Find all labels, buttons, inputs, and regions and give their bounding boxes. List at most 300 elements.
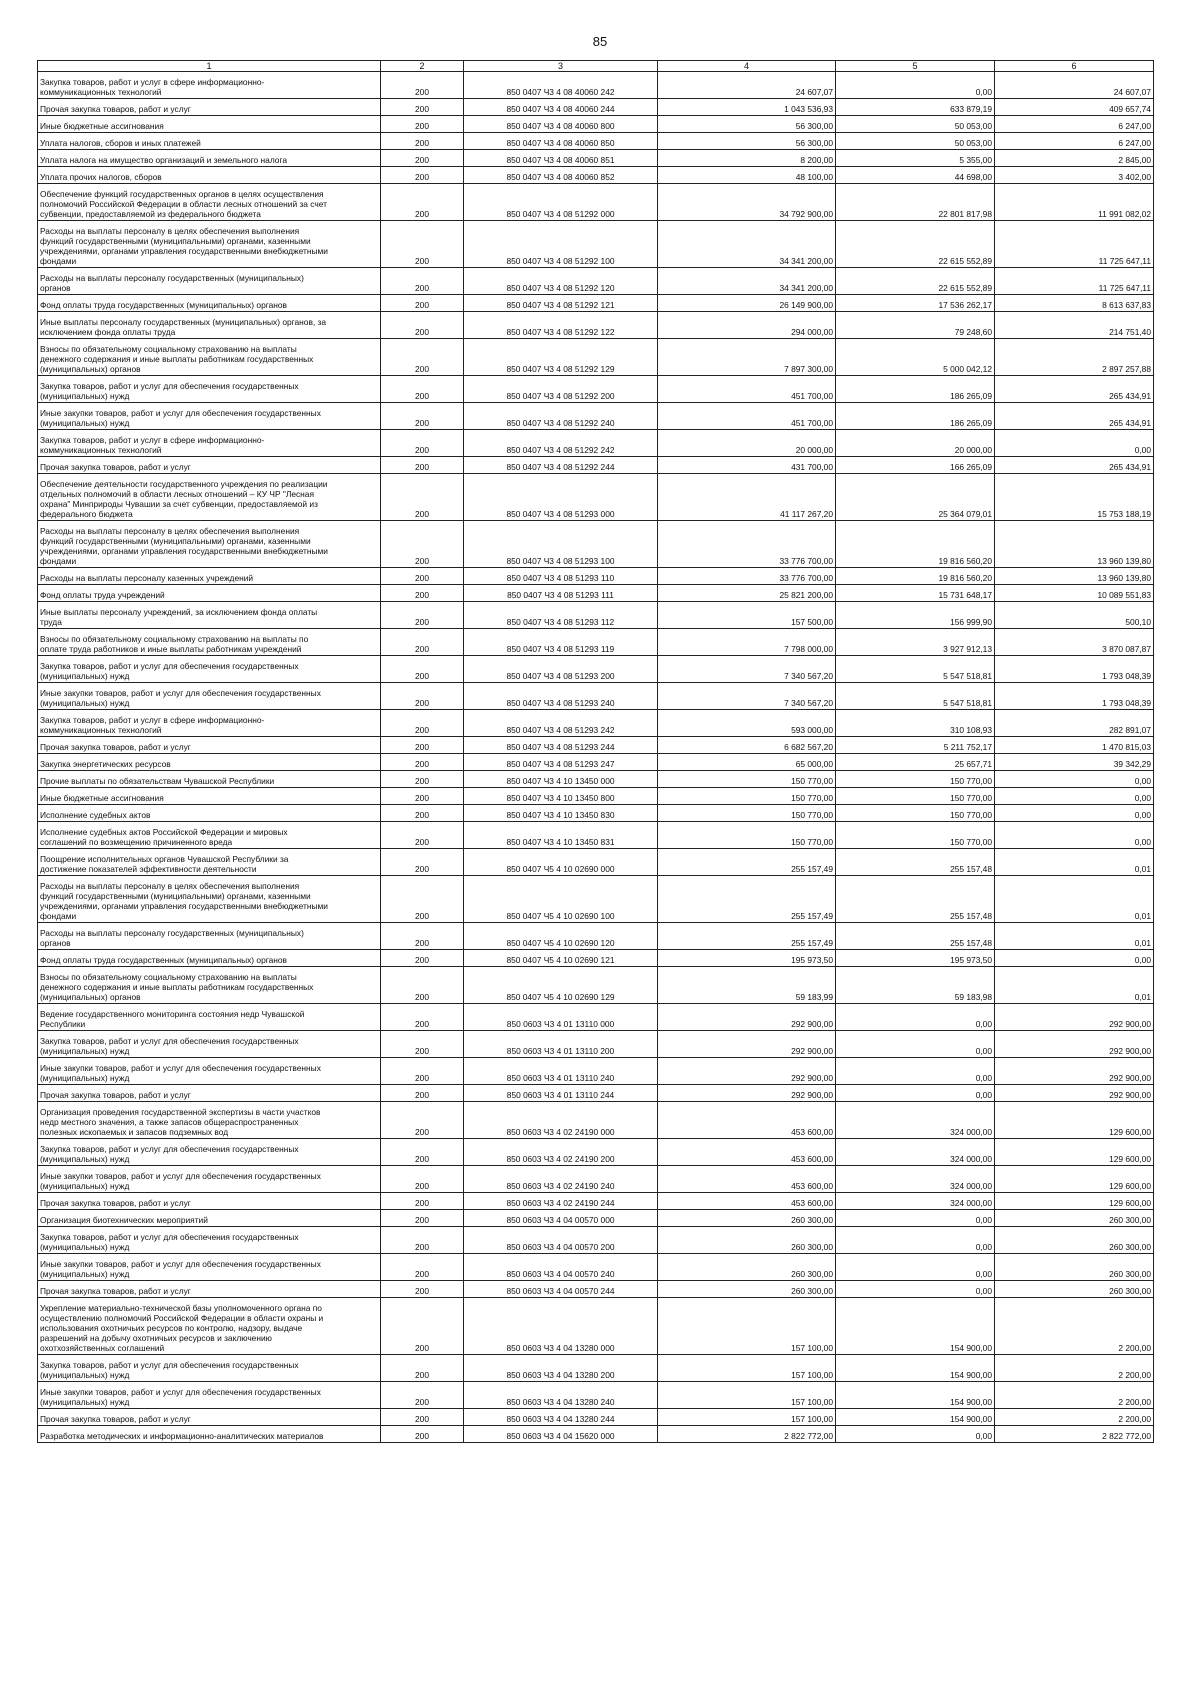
budget-classification-code-cell: 850 0407 Ч3 4 08 40060 852 [464,167,658,184]
unexecuted-amount-cell: 10 089 551,83 [995,585,1154,602]
budget-classification-code-cell: 850 0407 Ч3 4 08 51292 000 [464,184,658,221]
budget-classification-code-cell: 850 0407 Ч3 4 08 51292 122 [464,312,658,339]
unexecuted-amount-cell: 260 300,00 [995,1281,1154,1298]
unexecuted-amount-cell: 11 725 647,11 [995,221,1154,268]
budget-classification-code-cell: 850 0407 Ч5 4 10 02690 129 [464,967,658,1004]
executed-amount-cell: 5 211 752,17 [836,737,995,754]
approved-amount-cell: 593 000,00 [658,710,836,737]
approved-amount-cell: 453 600,00 [658,1166,836,1193]
table-row [38,221,1154,268]
budget-classification-code-cell: 850 0407 Ч3 4 08 51292 100 [464,221,658,268]
table-row [38,150,1154,167]
executed-amount-cell: 17 536 262,17 [836,295,995,312]
line-code-cell: 200 [381,876,464,923]
budget-classification-code-cell: 850 0407 Ч3 4 08 40060 800 [464,116,658,133]
expense-name-cell: Взносы по обязательному социальному страхованию на выплаты денежного содержания и иные выплаты работникам государственных (муниципальных) органов [38,339,381,376]
unexecuted-amount-cell: 2 822 772,00 [995,1426,1154,1443]
unexecuted-amount-cell: 0,00 [995,805,1154,822]
executed-amount-cell: 0,00 [836,1281,995,1298]
unexecuted-amount-cell: 15 753 188,19 [995,474,1154,521]
table-row [38,967,1154,1004]
unexecuted-amount-cell: 282 891,07 [995,710,1154,737]
executed-amount-cell: 25 364 079,01 [836,474,995,521]
executed-amount-cell: 195 973,50 [836,950,995,967]
unexecuted-amount-cell: 292 900,00 [995,1058,1154,1085]
line-code-cell: 200 [381,403,464,430]
table-row [38,737,1154,754]
line-code-cell: 200 [381,474,464,521]
expense-name-cell: Иные бюджетные ассигнования [38,116,381,133]
executed-amount-cell: 59 183,98 [836,967,995,1004]
line-code-cell: 200 [381,710,464,737]
unexecuted-amount-cell: 2 897 257,88 [995,339,1154,376]
approved-amount-cell: 157 100,00 [658,1355,836,1382]
budget-classification-code-cell: 850 0407 Ч3 4 08 51292 121 [464,295,658,312]
page-number: 85 [592,34,608,49]
approved-amount-cell: 34 792 900,00 [658,184,836,221]
executed-amount-cell: 324 000,00 [836,1102,995,1139]
executed-amount-cell: 44 698,00 [836,167,995,184]
expense-name-cell: Прочая закупка товаров, работ и услуг [38,1409,381,1426]
budget-classification-code-cell: 850 0407 Ч3 4 08 51293 200 [464,656,658,683]
expense-name-cell: Иные закупки товаров, работ и услуг для обеспечения государственных (муниципальных) нужд [38,403,381,430]
line-code-cell: 200 [381,312,464,339]
table-row [38,771,1154,788]
approved-amount-cell: 255 157,49 [658,876,836,923]
executed-amount-cell: 19 816 560,20 [836,521,995,568]
unexecuted-amount-cell: 11 991 082,02 [995,184,1154,221]
table-row [38,268,1154,295]
unexecuted-amount-cell: 0,01 [995,876,1154,923]
line-code-cell: 200 [381,737,464,754]
budget-classification-code-cell: 850 0603 Ч3 4 01 13110 200 [464,1031,658,1058]
table-row [38,602,1154,629]
budget-classification-code-cell: 850 0603 Ч3 4 01 13110 000 [464,1004,658,1031]
unexecuted-amount-cell: 292 900,00 [995,1031,1154,1058]
table-row [38,99,1154,116]
executed-amount-cell: 324 000,00 [836,1166,995,1193]
executed-amount-cell: 154 900,00 [836,1382,995,1409]
unexecuted-amount-cell: 0,01 [995,923,1154,950]
approved-amount-cell: 157 100,00 [658,1298,836,1355]
approved-amount-cell: 1 043 536,93 [658,99,836,116]
expense-name-cell: Обеспечение функций государственных органов в целях осуществления полномочий Российской Федерации в области лесных отношений за счет субвенции, предоставляемой из федерального бюджета [38,184,381,221]
executed-amount-cell: 19 816 560,20 [836,568,995,585]
executed-amount-cell: 255 157,48 [836,849,995,876]
line-code-cell: 200 [381,221,464,268]
budget-classification-code-cell: 850 0407 Ч3 4 08 51292 129 [464,339,658,376]
approved-amount-cell: 41 117 267,20 [658,474,836,521]
table-row [38,1031,1154,1058]
expense-name-cell: Иные бюджетные ассигнования [38,788,381,805]
budget-classification-code-cell: 850 0603 Ч3 4 04 13280 000 [464,1298,658,1355]
table-row [38,805,1154,822]
approved-amount-cell: 294 000,00 [658,312,836,339]
expense-name-cell: Уплата налогов, сборов и иных платежей [38,133,381,150]
budget-classification-code-cell: 850 0407 Ч3 4 08 51293 247 [464,754,658,771]
expense-name-cell: Поощрение исполнительных органов Чувашской Республики за достижение показателей эффективности деятельности [38,849,381,876]
unexecuted-amount-cell: 2 845,00 [995,150,1154,167]
executed-amount-cell: 324 000,00 [836,1193,995,1210]
line-code-cell: 200 [381,568,464,585]
approved-amount-cell: 255 157,49 [658,923,836,950]
line-code-cell: 200 [381,1193,464,1210]
approved-amount-cell: 33 776 700,00 [658,568,836,585]
executed-amount-cell: 0,00 [836,1085,995,1102]
column-header-4: 4 [658,61,836,72]
line-code-cell: 200 [381,656,464,683]
line-code-cell: 200 [381,430,464,457]
budget-classification-code-cell: 850 0407 Ч3 4 08 40060 244 [464,99,658,116]
approved-amount-cell: 26 149 900,00 [658,295,836,312]
expense-name-cell: Закупка товаров, работ и услуг для обеспечения государственных (муниципальных) нужд [38,376,381,403]
approved-amount-cell: 6 682 567,20 [658,737,836,754]
table-row [38,1139,1154,1166]
expense-name-cell: Разработка методических и информационно-аналитических материалов [38,1426,381,1443]
executed-amount-cell: 150 770,00 [836,822,995,849]
table-row [38,1298,1154,1355]
line-code-cell: 200 [381,150,464,167]
unexecuted-amount-cell: 129 600,00 [995,1102,1154,1139]
line-code-cell: 200 [381,72,464,99]
executed-amount-cell: 154 900,00 [836,1409,995,1426]
table-row [38,568,1154,585]
table-row [38,849,1154,876]
table-row [38,474,1154,521]
budget-classification-code-cell: 850 0407 Ч3 4 08 51293 244 [464,737,658,754]
line-code-cell: 200 [381,376,464,403]
executed-amount-cell: 186 265,09 [836,403,995,430]
approved-amount-cell: 59 183,99 [658,967,836,1004]
table-row [38,184,1154,221]
budget-classification-code-cell: 850 0407 Ч3 4 08 51292 240 [464,403,658,430]
executed-amount-cell: 22 615 552,89 [836,221,995,268]
budget-classification-code-cell: 850 0407 Ч3 4 10 13450 831 [464,822,658,849]
table-row [38,133,1154,150]
approved-amount-cell: 260 300,00 [658,1210,836,1227]
unexecuted-amount-cell: 13 960 139,80 [995,568,1154,585]
executed-amount-cell: 0,00 [836,1254,995,1281]
unexecuted-amount-cell: 2 200,00 [995,1382,1154,1409]
approved-amount-cell: 453 600,00 [658,1139,836,1166]
table-row [38,1058,1154,1085]
column-header-2: 2 [381,61,464,72]
table-row [38,457,1154,474]
budget-classification-code-cell: 850 0407 Ч3 4 10 13450 800 [464,788,658,805]
line-code-cell: 200 [381,99,464,116]
line-code-cell: 200 [381,521,464,568]
expense-name-cell: Прочие выплаты по обязательствам Чувашской Республики [38,771,381,788]
line-code-cell: 200 [381,1004,464,1031]
budget-classification-code-cell: 850 0603 Ч3 4 04 15620 000 [464,1426,658,1443]
expense-name-cell: Закупка товаров, работ и услуг для обеспечения государственных (муниципальных) нужд [38,1139,381,1166]
table-row [38,656,1154,683]
expense-name-cell: Закупка энергетических ресурсов [38,754,381,771]
table-row [38,1193,1154,1210]
expense-name-cell: Иные закупки товаров, работ и услуг для обеспечения государственных (муниципальных) нужд [38,1058,381,1085]
budget-classification-code-cell: 850 0603 Ч3 4 04 00570 240 [464,1254,658,1281]
unexecuted-amount-cell: 0,00 [995,771,1154,788]
budget-classification-code-cell: 850 0603 Ч3 4 02 24190 240 [464,1166,658,1193]
approved-amount-cell: 150 770,00 [658,822,836,849]
expense-name-cell: Уплата налога на имущество организаций и земельного налога [38,150,381,167]
expense-name-cell: Фонд оплаты труда государственных (муниципальных) органов [38,295,381,312]
executed-amount-cell: 0,00 [836,1227,995,1254]
approved-amount-cell: 255 157,49 [658,849,836,876]
table-row [38,403,1154,430]
approved-amount-cell: 7 340 567,20 [658,683,836,710]
unexecuted-amount-cell: 0,00 [995,822,1154,849]
budget-classification-code-cell: 850 0407 Ч3 4 08 51293 119 [464,629,658,656]
table-row [38,1426,1154,1443]
line-code-cell: 200 [381,683,464,710]
unexecuted-amount-cell: 129 600,00 [995,1193,1154,1210]
table-row [38,788,1154,805]
table-row [38,822,1154,849]
budget-classification-code-cell: 850 0407 Ч3 4 08 51292 242 [464,430,658,457]
budget-classification-code-cell: 850 0603 Ч3 4 04 13280 200 [464,1355,658,1382]
unexecuted-amount-cell: 265 434,91 [995,376,1154,403]
expense-name-cell: Расходы на выплаты персоналу в целях обеспечения выполнения функций государственными (муниципальными) органами, казенными учреждениями, органами управления государственными внебюджетными фондами [38,521,381,568]
budget-classification-code-cell: 850 0407 Ч5 4 10 02690 120 [464,923,658,950]
executed-amount-cell: 79 248,60 [836,312,995,339]
line-code-cell: 200 [381,1355,464,1382]
expense-name-cell: Иные закупки товаров, работ и услуг для обеспечения государственных (муниципальных) нужд [38,1166,381,1193]
unexecuted-amount-cell: 2 200,00 [995,1409,1154,1426]
budget-classification-code-cell: 850 0603 Ч3 4 02 24190 244 [464,1193,658,1210]
budget-classification-code-cell: 850 0407 Ч3 4 08 51293 100 [464,521,658,568]
unexecuted-amount-cell: 13 960 139,80 [995,521,1154,568]
table-row [38,1004,1154,1031]
column-header-1: 1 [38,61,381,72]
line-code-cell: 200 [381,849,464,876]
unexecuted-amount-cell: 265 434,91 [995,403,1154,430]
budget-classification-code-cell: 850 0407 Ч3 4 08 40060 851 [464,150,658,167]
table-row [38,116,1154,133]
approved-amount-cell: 195 973,50 [658,950,836,967]
expense-name-cell: Прочая закупка товаров, работ и услуг [38,1085,381,1102]
approved-amount-cell: 260 300,00 [658,1227,836,1254]
expense-name-cell: Взносы по обязательному социальному страхованию на выплаты денежного содержания и иные выплаты работникам государственных (муниципальных) органов [38,967,381,1004]
unexecuted-amount-cell: 409 657,74 [995,99,1154,116]
approved-amount-cell: 150 770,00 [658,788,836,805]
expense-name-cell: Закупка товаров, работ и услуг в сфере информационно- коммуникационных технологий [38,710,381,737]
table-row [38,629,1154,656]
unexecuted-amount-cell: 6 247,00 [995,116,1154,133]
budget-classification-code-cell: 850 0407 Ч3 4 08 51293 110 [464,568,658,585]
table-row [38,339,1154,376]
expense-name-cell: Уплата прочих налогов, сборов [38,167,381,184]
table-row [38,376,1154,403]
unexecuted-amount-cell: 260 300,00 [995,1210,1154,1227]
executed-amount-cell: 5 355,00 [836,150,995,167]
expense-name-cell: Прочая закупка товаров, работ и услуг [38,737,381,754]
approved-amount-cell: 33 776 700,00 [658,521,836,568]
expense-name-cell: Расходы на выплаты персоналу государственных (муниципальных) органов [38,268,381,295]
expense-name-cell: Исполнение судебных актов Российской Федерации и мировых соглашений по возмещению причиненного вреда [38,822,381,849]
budget-classification-code-cell: 850 0603 Ч3 4 01 13110 244 [464,1085,658,1102]
executed-amount-cell: 633 879,19 [836,99,995,116]
unexecuted-amount-cell: 292 900,00 [995,1085,1154,1102]
line-code-cell: 200 [381,805,464,822]
table-row [38,1254,1154,1281]
expense-name-cell: Организация проведения государственной экспертизы в части участков недр местного значения, а также запасов общераспространенных полезных ископаемых и запасов подземных вод [38,1102,381,1139]
table-row [38,585,1154,602]
line-code-cell: 200 [381,268,464,295]
line-code-cell: 200 [381,1139,464,1166]
expense-name-cell: Расходы на выплаты персоналу в целях обеспечения выполнения функций государственными (муниципальными) органами, казенными учреждениями, органами управления государственными внебюджетными фондами [38,221,381,268]
approved-amount-cell: 431 700,00 [658,457,836,474]
budget-classification-code-cell: 850 0407 Ч5 4 10 02690 121 [464,950,658,967]
expense-name-cell: Иные выплаты персоналу учреждений, за исключением фонда оплаты труда [38,602,381,629]
table-row [38,312,1154,339]
line-code-cell: 200 [381,754,464,771]
budget-classification-code-cell: 850 0407 Ч3 4 08 51292 244 [464,457,658,474]
expense-name-cell: Закупка товаров, работ и услуг в сфере информационно- коммуникационных технологий [38,430,381,457]
executed-amount-cell: 154 900,00 [836,1355,995,1382]
unexecuted-amount-cell: 0,00 [995,430,1154,457]
table-row [38,876,1154,923]
expense-name-cell: Иные выплаты персоналу государственных (муниципальных) органов, за исключением фонда оплаты труда [38,312,381,339]
unexecuted-amount-cell: 0,00 [995,788,1154,805]
expense-name-cell: Закупка товаров, работ и услуг для обеспечения государственных (муниципальных) нужд [38,1227,381,1254]
unexecuted-amount-cell: 3 402,00 [995,167,1154,184]
line-code-cell: 200 [381,1031,464,1058]
expense-name-cell: Прочая закупка товаров, работ и услуг [38,1193,381,1210]
unexecuted-amount-cell: 129 600,00 [995,1166,1154,1193]
approved-amount-cell: 260 300,00 [658,1281,836,1298]
column-number-header-row [38,61,1154,72]
column-header-5: 5 [836,61,995,72]
approved-amount-cell: 34 341 200,00 [658,268,836,295]
line-code-cell: 200 [381,629,464,656]
executed-amount-cell: 15 731 648,17 [836,585,995,602]
line-code-cell: 200 [381,1058,464,1085]
expense-name-cell: Обеспечение деятельности государственного учреждения по реализации отдельных полномочий в области лесных отношений – КУ ЧР "Лесная охрана" Минприроды Чувашии за счет субвенции, предоставляемой из федерального бюджета [38,474,381,521]
unexecuted-amount-cell: 2 200,00 [995,1355,1154,1382]
line-code-cell: 200 [381,1409,464,1426]
executed-amount-cell: 156 999,90 [836,602,995,629]
executed-amount-cell: 0,00 [836,1058,995,1085]
table-row [38,1382,1154,1409]
line-code-cell: 200 [381,295,464,312]
approved-amount-cell: 7 798 000,00 [658,629,836,656]
approved-amount-cell: 157 100,00 [658,1409,836,1426]
executed-amount-cell: 0,00 [836,1004,995,1031]
executed-amount-cell: 3 927 912,13 [836,629,995,656]
budget-classification-code-cell: 850 0407 Ч3 4 08 51293 242 [464,710,658,737]
line-code-cell: 200 [381,1281,464,1298]
unexecuted-amount-cell: 24 607,07 [995,72,1154,99]
approved-amount-cell: 292 900,00 [658,1004,836,1031]
executed-amount-cell: 150 770,00 [836,771,995,788]
expense-name-cell: Укрепление материально-технической базы уполномоченного органа по осуществлению полномочий Российской Федерации в области охраны и использования охотничьих ресурсов по контролю, надзору, выдаче разрешений на добычу охотничьих ресурсов и заключению охотхозяйственных соглашений [38,1298,381,1355]
table-row [38,1166,1154,1193]
expense-name-cell: Фонд оплаты труда учреждений [38,585,381,602]
line-code-cell: 200 [381,950,464,967]
line-code-cell: 200 [381,116,464,133]
line-code-cell: 200 [381,457,464,474]
budget-classification-code-cell: 850 0603 Ч3 4 04 00570 200 [464,1227,658,1254]
line-code-cell: 200 [381,1102,464,1139]
approved-amount-cell: 24 607,07 [658,72,836,99]
unexecuted-amount-cell: 6 247,00 [995,133,1154,150]
line-code-cell: 200 [381,1426,464,1443]
line-code-cell: 200 [381,822,464,849]
table-row [38,1409,1154,1426]
line-code-cell: 200 [381,1210,464,1227]
unexecuted-amount-cell: 0,01 [995,967,1154,1004]
expense-name-cell: Прочая закупка товаров, работ и услуг [38,99,381,116]
executed-amount-cell: 22 615 552,89 [836,268,995,295]
executed-amount-cell: 22 801 817,98 [836,184,995,221]
table-row [38,167,1154,184]
table-row [38,295,1154,312]
executed-amount-cell: 255 157,48 [836,923,995,950]
budget-classification-code-cell: 850 0407 Ч3 4 08 51293 112 [464,602,658,629]
budget-classification-code-cell: 850 0407 Ч5 4 10 02690 000 [464,849,658,876]
executed-amount-cell: 50 053,00 [836,133,995,150]
unexecuted-amount-cell: 11 725 647,11 [995,268,1154,295]
approved-amount-cell: 56 300,00 [658,133,836,150]
budget-classification-code-cell: 850 0603 Ч3 4 04 00570 000 [464,1210,658,1227]
unexecuted-amount-cell: 39 342,29 [995,754,1154,771]
unexecuted-amount-cell: 0,01 [995,849,1154,876]
expense-name-cell: Закупка товаров, работ и услуг для обеспечения государственных (муниципальных) нужд [38,1355,381,1382]
table-row [38,1227,1154,1254]
unexecuted-amount-cell: 1 793 048,39 [995,656,1154,683]
unexecuted-amount-cell: 500,10 [995,602,1154,629]
expense-name-cell: Закупка товаров, работ и услуг в сфере информационно- коммуникационных технологий [38,72,381,99]
executed-amount-cell: 50 053,00 [836,116,995,133]
approved-amount-cell: 292 900,00 [658,1031,836,1058]
approved-amount-cell: 7 340 567,20 [658,656,836,683]
line-code-cell: 200 [381,167,464,184]
executed-amount-cell: 5 547 518,81 [836,656,995,683]
column-header-6: 6 [995,61,1154,72]
expense-name-cell: Расходы на выплаты персоналу казенных учреждений [38,568,381,585]
expense-name-cell: Прочая закупка товаров, работ и услуг [38,457,381,474]
line-code-cell: 200 [381,923,464,950]
table-row [38,710,1154,737]
line-code-cell: 200 [381,133,464,150]
column-header-3: 3 [464,61,658,72]
table-row [38,72,1154,99]
unexecuted-amount-cell: 3 870 087,87 [995,629,1154,656]
unexecuted-amount-cell: 129 600,00 [995,1139,1154,1166]
approved-amount-cell: 56 300,00 [658,116,836,133]
table-row [38,754,1154,771]
line-code-cell: 200 [381,1227,464,1254]
line-code-cell: 200 [381,1166,464,1193]
executed-amount-cell: 324 000,00 [836,1139,995,1166]
approved-amount-cell: 150 770,00 [658,805,836,822]
expense-name-cell: Иные закупки товаров, работ и услуг для обеспечения государственных (муниципальных) нужд [38,1254,381,1281]
expense-name-cell: Иные закупки товаров, работ и услуг для обеспечения государственных (муниципальных) нужд [38,683,381,710]
budget-classification-code-cell: 850 0407 Ч3 4 08 51293 000 [464,474,658,521]
line-code-cell: 200 [381,967,464,1004]
table-row [38,1085,1154,1102]
table-row [38,1210,1154,1227]
executed-amount-cell: 0,00 [836,1426,995,1443]
budget-execution-table [37,60,1154,1443]
executed-amount-cell: 186 265,09 [836,376,995,403]
line-code-cell: 200 [381,602,464,629]
approved-amount-cell: 292 900,00 [658,1085,836,1102]
expense-name-cell: Взносы по обязательному социальному страхованию на выплаты по оплате труда работников и иные выплаты работникам учреждений [38,629,381,656]
executed-amount-cell: 154 900,00 [836,1298,995,1355]
approved-amount-cell: 157 500,00 [658,602,836,629]
